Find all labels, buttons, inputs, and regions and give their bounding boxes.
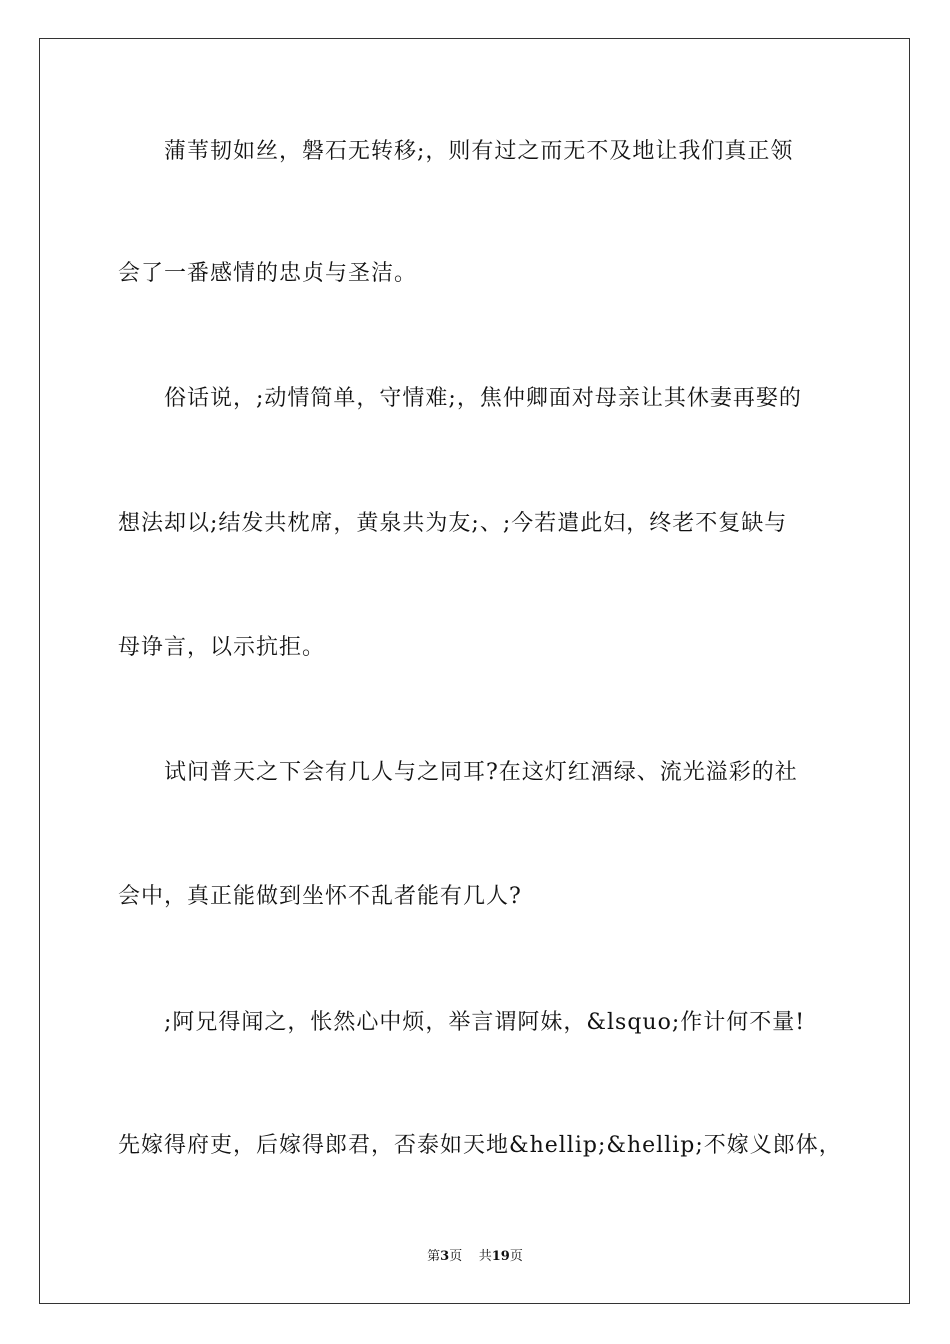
paragraph-4-line-1: ;阿兄得闻之，怅然心中烦，举言谓阿妹，&lsquo;作计何不量! <box>164 1010 806 1035</box>
page-frame <box>39 38 910 1304</box>
paragraph-2-line-3: 母诤言，以示抗拒。 <box>118 635 326 660</box>
footer-page-number: 3 <box>440 1249 450 1264</box>
paragraph-2-line-2: 想法却以;结发共枕席，黄泉共为友;、;今若遣此妇，终老不复缺与 <box>118 511 788 536</box>
paragraph-3-line-1: 试问普天之下会有几人与之同耳?在这灯红酒绿、流光溢彩的社 <box>164 760 798 785</box>
footer-page-suffix: 页 <box>449 1249 463 1264</box>
paragraph-1-line-2: 会了一番感情的忠贞与圣洁。 <box>118 261 418 286</box>
paragraph-2-line-1: 俗话说，;动情简单，守情难;，焦仲卿面对母亲让其休妻再娶的 <box>164 386 802 411</box>
paragraph-4-line-2: 先嫁得府吏，后嫁得郎君，否泰如天地&hellip;&hellip;不嫁义郎体， <box>118 1133 842 1158</box>
footer-page-prefix: 第 <box>427 1249 441 1264</box>
footer-total-pages: 19 <box>491 1249 510 1264</box>
footer-total-suffix: 页 <box>509 1249 523 1264</box>
paragraph-3-line-2: 会中，真正能做到坐怀不乱者能有几人? <box>118 884 522 909</box>
page-footer <box>0 1248 950 1266</box>
footer-total-prefix: 共 <box>478 1249 492 1264</box>
paragraph-1-line-1: 蒲苇韧如丝，磐石无转移;，则有过之而无不及地让我们真正领 <box>164 139 794 164</box>
